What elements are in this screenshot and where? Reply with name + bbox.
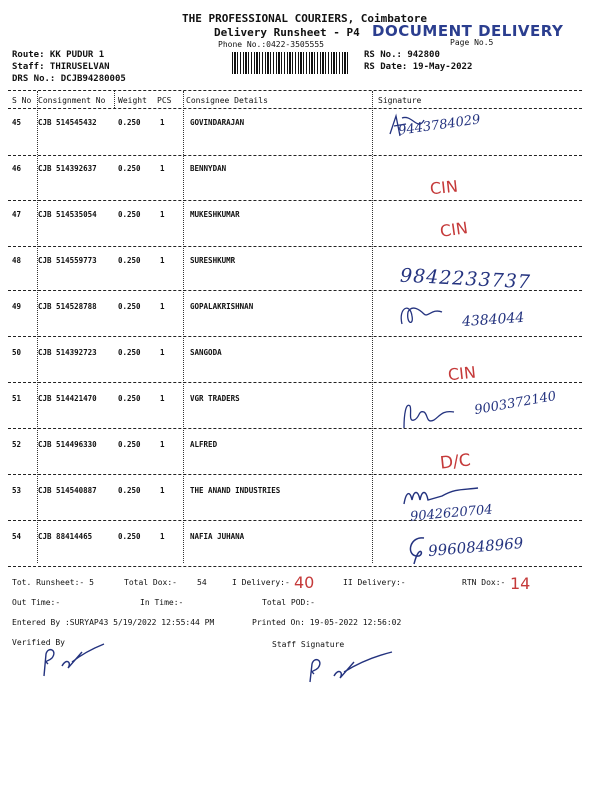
phone-number: Phone No.:0422-3505555 (218, 40, 324, 49)
handwritten-cin: CIN (429, 176, 459, 199)
row-weight: 0.250 (118, 256, 141, 265)
row-weight: 0.250 (118, 210, 141, 219)
runsheet-subtitle: Delivery Runsheet - P4 (214, 26, 360, 39)
row-separator (8, 246, 582, 247)
row-consignee: GOPALAKRISHNAN (190, 302, 254, 311)
table-header-rule (8, 108, 582, 109)
printed-on: Printed On: 19-05-2022 12:56:02 (252, 618, 402, 627)
row-consignment: CJB 514421470 (38, 394, 97, 403)
i-delivery-label: I Delivery:- (232, 578, 290, 587)
row-consignment: CJB 514528788 (38, 302, 97, 311)
column-header-consignee: Consignee Details (186, 96, 268, 105)
out-time-label: Out Time:- (12, 598, 61, 607)
total-dox-label: Total Dox:- (124, 578, 177, 587)
row-consignment: CJB 514545432 (38, 118, 97, 127)
row-separator (8, 336, 582, 337)
row-consignee: BENNYDAN (190, 164, 227, 173)
staff-signature-label: Staff Signature (272, 640, 345, 649)
row-weight: 0.250 (118, 532, 141, 541)
drs-number: DRS No.: DCJB94280005 (12, 74, 126, 84)
row-separator (8, 474, 582, 475)
total-dox-value: 54 (197, 578, 207, 587)
handwritten-cin: CIN (447, 362, 477, 385)
rtn-dox-label: RTN Dox:- (462, 578, 506, 587)
row-separator (8, 200, 582, 201)
entered-by: Entered By :SURYAP43 5/19/2022 12:55:44 PM (12, 618, 215, 627)
column-header-sno: S No (12, 96, 32, 105)
row-sno: 49 (12, 302, 22, 311)
row-separator (8, 155, 582, 156)
verified-by-signature (38, 640, 108, 680)
row-consignment: CJB 514392723 (38, 348, 97, 357)
rs-date: RS Date: 19-May-2022 (364, 62, 473, 72)
signature-scribble-row51 (398, 398, 460, 432)
row-pcs: 1 (160, 118, 165, 127)
verified-by-label: Verified By (12, 638, 65, 647)
row-consignment: CJB 514392637 (38, 164, 97, 173)
row-pcs: 1 (160, 394, 165, 403)
row-sno: 54 (12, 532, 22, 541)
row-sno: 48 (12, 256, 22, 265)
signature-scribble-row49 (398, 298, 448, 330)
row-consignee: NAFIA JUHANA (190, 532, 245, 541)
ii-delivery-label: II Delivery:- (343, 578, 406, 587)
row-consignee: SANGODA (190, 348, 222, 357)
staff-label: Staff: THIRUSELVAN (12, 62, 110, 72)
row-sno: 46 (12, 164, 22, 173)
row-consignee: MUKESHKUMAR (190, 210, 240, 219)
row-pcs: 1 (160, 164, 165, 173)
row-pcs: 1 (160, 348, 165, 357)
row-consignment: CJB 514540887 (38, 486, 97, 495)
row-weight: 0.250 (118, 440, 141, 449)
row-weight: 0.250 (118, 394, 141, 403)
row-consignment: CJB 514559773 (38, 256, 97, 265)
column-header-consignment: Consignment No (38, 96, 106, 105)
row-sno: 45 (12, 118, 22, 127)
column-header-signature: Signature (378, 96, 422, 105)
row-sno: 47 (12, 210, 22, 219)
row-consignee: THE ANAND INDUSTRIES (190, 486, 281, 495)
page-number: Page No.5 (450, 38, 494, 47)
i-delivery-value: 40 (294, 573, 315, 592)
row-pcs: 1 (160, 486, 165, 495)
page-title: THE PROFESSIONAL COURIERS, Coimbatore (182, 12, 428, 25)
row-sno: 53 (12, 486, 22, 495)
column-header-pcs: PCS (157, 96, 172, 105)
document-delivery-stamp: DOCUMENT DELIVERY (372, 22, 564, 40)
row-pcs: 1 (160, 532, 165, 541)
column-divider (183, 91, 184, 563)
row-sno: 51 (12, 394, 22, 403)
rs-number: RS No.: 942800 (364, 50, 440, 60)
handwritten-phone: 9842233737 (399, 264, 532, 294)
barcode (232, 52, 350, 74)
row-separator (8, 382, 582, 383)
row-pcs: 1 (160, 302, 165, 311)
rtn-dox-value: 14 (510, 574, 531, 593)
row-consignment: CJB 514535054 (38, 210, 97, 219)
column-divider (114, 91, 115, 108)
handwritten-phone: 9042620704 (409, 502, 494, 525)
row-separator (8, 520, 582, 521)
handwritten-phone: 9960848969 (427, 533, 525, 561)
handwritten-number: 4384044 (461, 309, 525, 331)
handwritten-phone: 9443784029 (397, 112, 482, 139)
route-label: Route: KK PUDUR 1 (12, 50, 105, 60)
row-pcs: 1 (160, 256, 165, 265)
row-consignment: CJB 88414465 (38, 532, 93, 541)
row-weight: 0.250 (118, 348, 141, 357)
row-sno: 52 (12, 440, 22, 449)
handwritten-phone: 9003372140 (473, 388, 558, 419)
in-time-label: In Time:- (140, 598, 184, 607)
row-consignee: VGR TRADERS (190, 394, 240, 403)
row-separator (8, 428, 582, 429)
column-header-weight: Weight (118, 96, 147, 105)
row-weight: 0.250 (118, 486, 141, 495)
total-runsheet: Tot. Runsheet:- 5 (12, 578, 94, 587)
handwritten-cin: CIN (438, 218, 470, 241)
handwritten-dc: D/C (439, 450, 472, 474)
table-top-rule (8, 90, 582, 91)
row-consignment: CJB 514496330 (38, 440, 97, 449)
row-consignee: GOVINDARAJAN (190, 118, 245, 127)
table-bottom-rule (8, 566, 582, 567)
row-pcs: 1 (160, 210, 165, 219)
staff-signature (306, 648, 396, 686)
row-sno: 50 (12, 348, 22, 357)
row-weight: 0.250 (118, 118, 141, 127)
signature-scribble-row54 (404, 534, 428, 566)
row-weight: 0.250 (118, 302, 141, 311)
column-divider (372, 91, 373, 563)
total-pod-label: Total POD:- (262, 598, 315, 607)
row-pcs: 1 (160, 440, 165, 449)
row-weight: 0.250 (118, 164, 141, 173)
row-consignee: SURESHKUMR (190, 256, 236, 265)
row-consignee: ALFRED (190, 440, 218, 449)
